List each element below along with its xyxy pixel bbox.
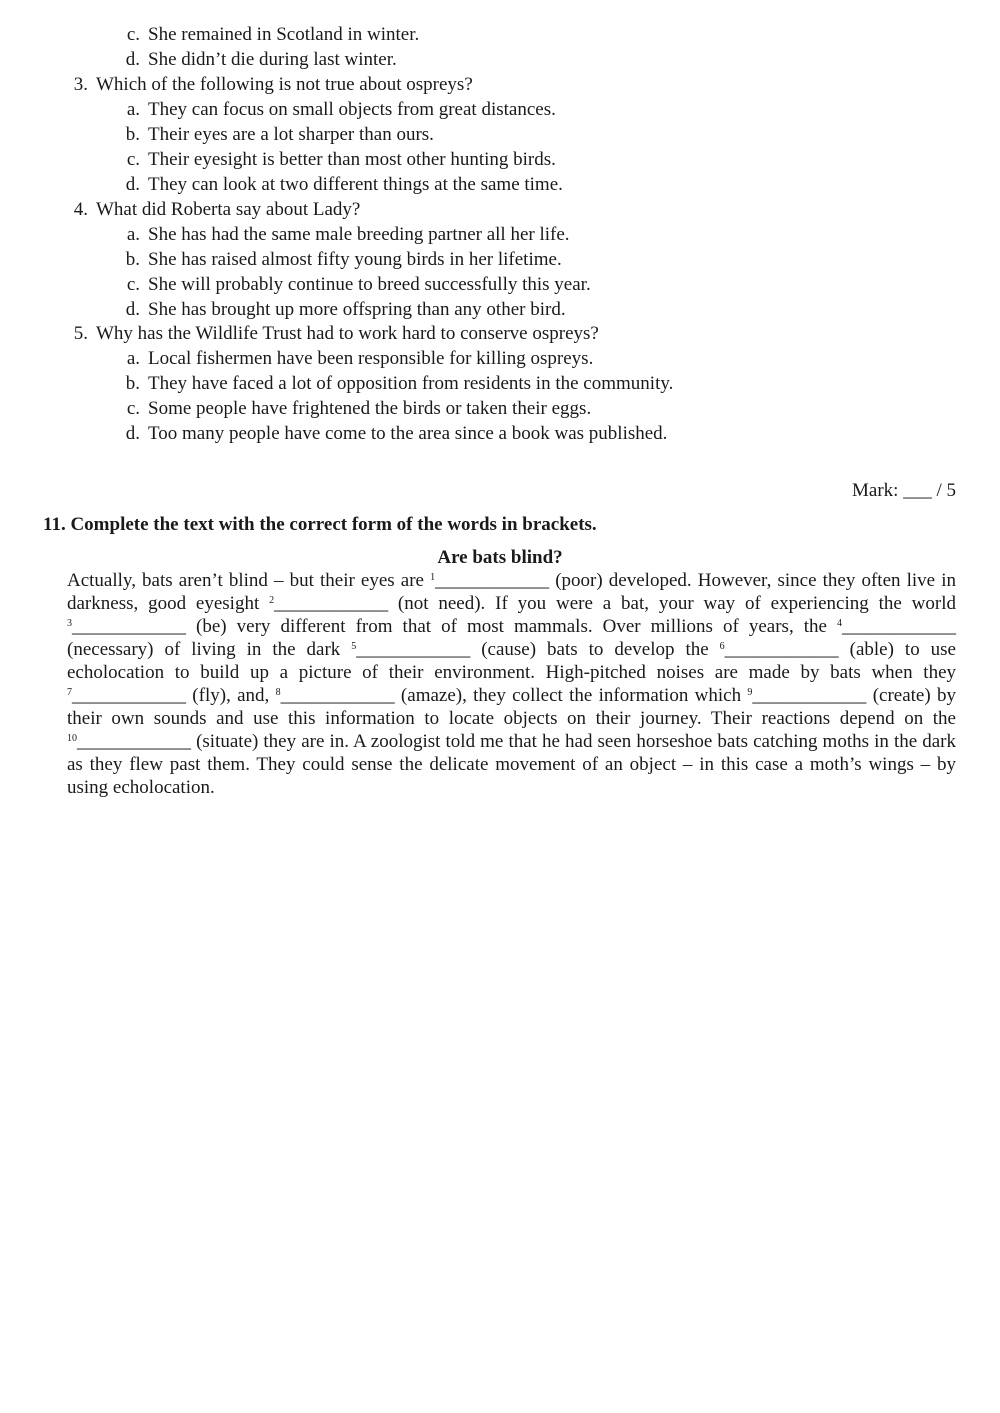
option-text: She has raised almost fifty young birds in her lifetime. <box>148 249 562 270</box>
question-text: Why has the Wildlife Trust had to work hard to conserve ospreys? <box>96 323 599 344</box>
option-text: They can focus on small objects from great distances. <box>148 99 556 120</box>
gap-number: 8 <box>275 687 281 698</box>
option-letter: a. <box>126 99 140 120</box>
option-text: She remained in Scotland in winter. <box>148 24 420 45</box>
exercise-11-instruction: 11. Complete the text with the correct form of the words in brackets. <box>43 514 597 535</box>
paragraph-text: (situate) they are in. A zoologist told me that he had seen horseshoe bats catching moths in the dark as they flew past them. They could sense the delicate movement of an object – in this case a moth’s wings – by using echolocation. <box>67 731 956 798</box>
paragraph-text: (able) to use echolocation to build up a picture of their environment. High-pitched noises are made by bats when they <box>67 639 956 683</box>
option-letter: a. <box>126 224 140 245</box>
q5-option-a <box>110 346 593 371</box>
paragraph-text: (be) very different from that of most mammals. Over millions of years, the <box>186 616 837 637</box>
option-letter: d. <box>125 299 140 320</box>
gap-2[interactable] <box>269 593 388 614</box>
blank-line: ____________ <box>274 593 389 614</box>
blank-line: ____________ <box>752 685 867 706</box>
gap-1[interactable] <box>430 570 549 591</box>
q4-option-d <box>110 297 566 322</box>
blank-line: ____________ <box>77 731 191 752</box>
option-text: Their eyesight is better than most other hunting birds. <box>148 149 556 170</box>
question-number: 4. <box>73 199 88 220</box>
paragraph-text: (create) by their own sounds and use this information to locate objects on their journey. Their reactions depend on the <box>67 685 956 729</box>
gap-number: 4 <box>837 618 842 629</box>
gap-number: 6 <box>719 641 725 652</box>
gap-number: 1 <box>430 572 436 583</box>
option-text: She will probably continue to breed successfully this year. <box>148 274 591 295</box>
q4-option-c <box>110 272 591 297</box>
option-letter: b. <box>125 249 140 270</box>
question-3 <box>58 72 473 97</box>
gap-number: 9 <box>747 687 753 698</box>
paragraph-text: (fly), and, <box>186 685 276 706</box>
gap-3[interactable] <box>67 616 186 637</box>
option-text: Their eyes are a lot sharper than ours. <box>148 124 434 145</box>
q5-option-c <box>110 396 591 421</box>
option-text: They can look at two different things at the same time. <box>148 174 563 195</box>
q2-option-d <box>110 47 397 72</box>
option-letter: c. <box>126 149 140 170</box>
q3-option-a <box>110 97 556 122</box>
question-text: What did Roberta say about Lady? <box>96 199 361 220</box>
paragraph-text: (amaze), they collect the information which <box>394 685 748 706</box>
q3-option-d <box>110 172 563 197</box>
option-text: They have faced a lot of opposition from residents in the community. <box>148 373 674 394</box>
gap-number: 2 <box>269 595 275 606</box>
question-4 <box>58 197 360 222</box>
option-text: She has brought up more offspring than any other bird. <box>148 299 566 320</box>
paragraph-text: Actually, bats aren’t blind – but their eyes are <box>67 570 431 591</box>
gap-5[interactable] <box>351 639 470 660</box>
blank-line: ____________ <box>356 639 471 660</box>
gap-6[interactable] <box>720 639 839 660</box>
blank-line: ____________ <box>72 685 186 706</box>
q5-option-d <box>110 421 667 446</box>
paragraph-text: (poor) developed. However, since they often live in darkness, good eyesight <box>67 570 956 614</box>
option-letter: d. <box>125 49 140 70</box>
option-text: Local fishermen have been responsible for killing ospreys. <box>148 348 594 369</box>
q2-option-c <box>110 22 419 47</box>
gap-number: 10 <box>67 733 77 744</box>
gap-7[interactable] <box>67 685 186 706</box>
option-letter: c. <box>126 274 140 295</box>
paragraph-text: (not need). If you were a bat, your way of experiencing the world <box>388 593 956 614</box>
question-text: Which of the following is not true about ospreys? <box>96 74 473 95</box>
paragraph-text: (necessary) of living in the dark <box>67 639 352 660</box>
blank-line: ____________ <box>72 616 186 637</box>
option-text: Too many people have come to the area since a book was published. <box>148 423 668 444</box>
option-letter: d. <box>125 423 140 444</box>
q4-option-a <box>110 222 570 247</box>
gap-10[interactable] <box>67 731 191 752</box>
gap-fill-paragraph <box>67 569 956 799</box>
option-letter: c. <box>126 398 140 419</box>
option-letter: a. <box>126 348 140 369</box>
gap-number: 5 <box>351 641 357 652</box>
q4-option-b <box>110 247 562 272</box>
q3-option-c <box>110 147 556 172</box>
blank-line: ____________ <box>724 639 839 660</box>
option-letter: b. <box>125 373 140 394</box>
option-letter: c. <box>126 24 140 45</box>
gap-4[interactable] <box>837 616 956 637</box>
text-title: Are bats blind? <box>437 547 563 568</box>
option-text: Some people have frightened the birds or taken their eggs. <box>148 398 592 419</box>
option-text: She didn’t die during last winter. <box>148 49 397 70</box>
question-number: 3. <box>73 74 88 95</box>
gap-number: 3 <box>67 618 72 629</box>
option-letter: d. <box>125 174 140 195</box>
option-letter: b. <box>125 124 140 145</box>
blank-line: ____________ <box>280 685 395 706</box>
question-number: 5. <box>73 323 88 344</box>
gap-9[interactable] <box>747 685 866 706</box>
mark-score: Mark: ___ / 5 <box>852 480 956 501</box>
paragraph-text: (cause) bats to develop the <box>470 639 720 660</box>
q3-option-b <box>110 122 434 147</box>
gap-8[interactable] <box>276 685 395 706</box>
blank-line: ____________ <box>842 616 956 637</box>
q5-option-b <box>110 371 673 396</box>
gap-number: 7 <box>67 687 72 698</box>
blank-line: ____________ <box>435 570 550 591</box>
option-text: She has had the same male breeding partner all her life. <box>148 224 570 245</box>
question-5 <box>58 321 599 346</box>
